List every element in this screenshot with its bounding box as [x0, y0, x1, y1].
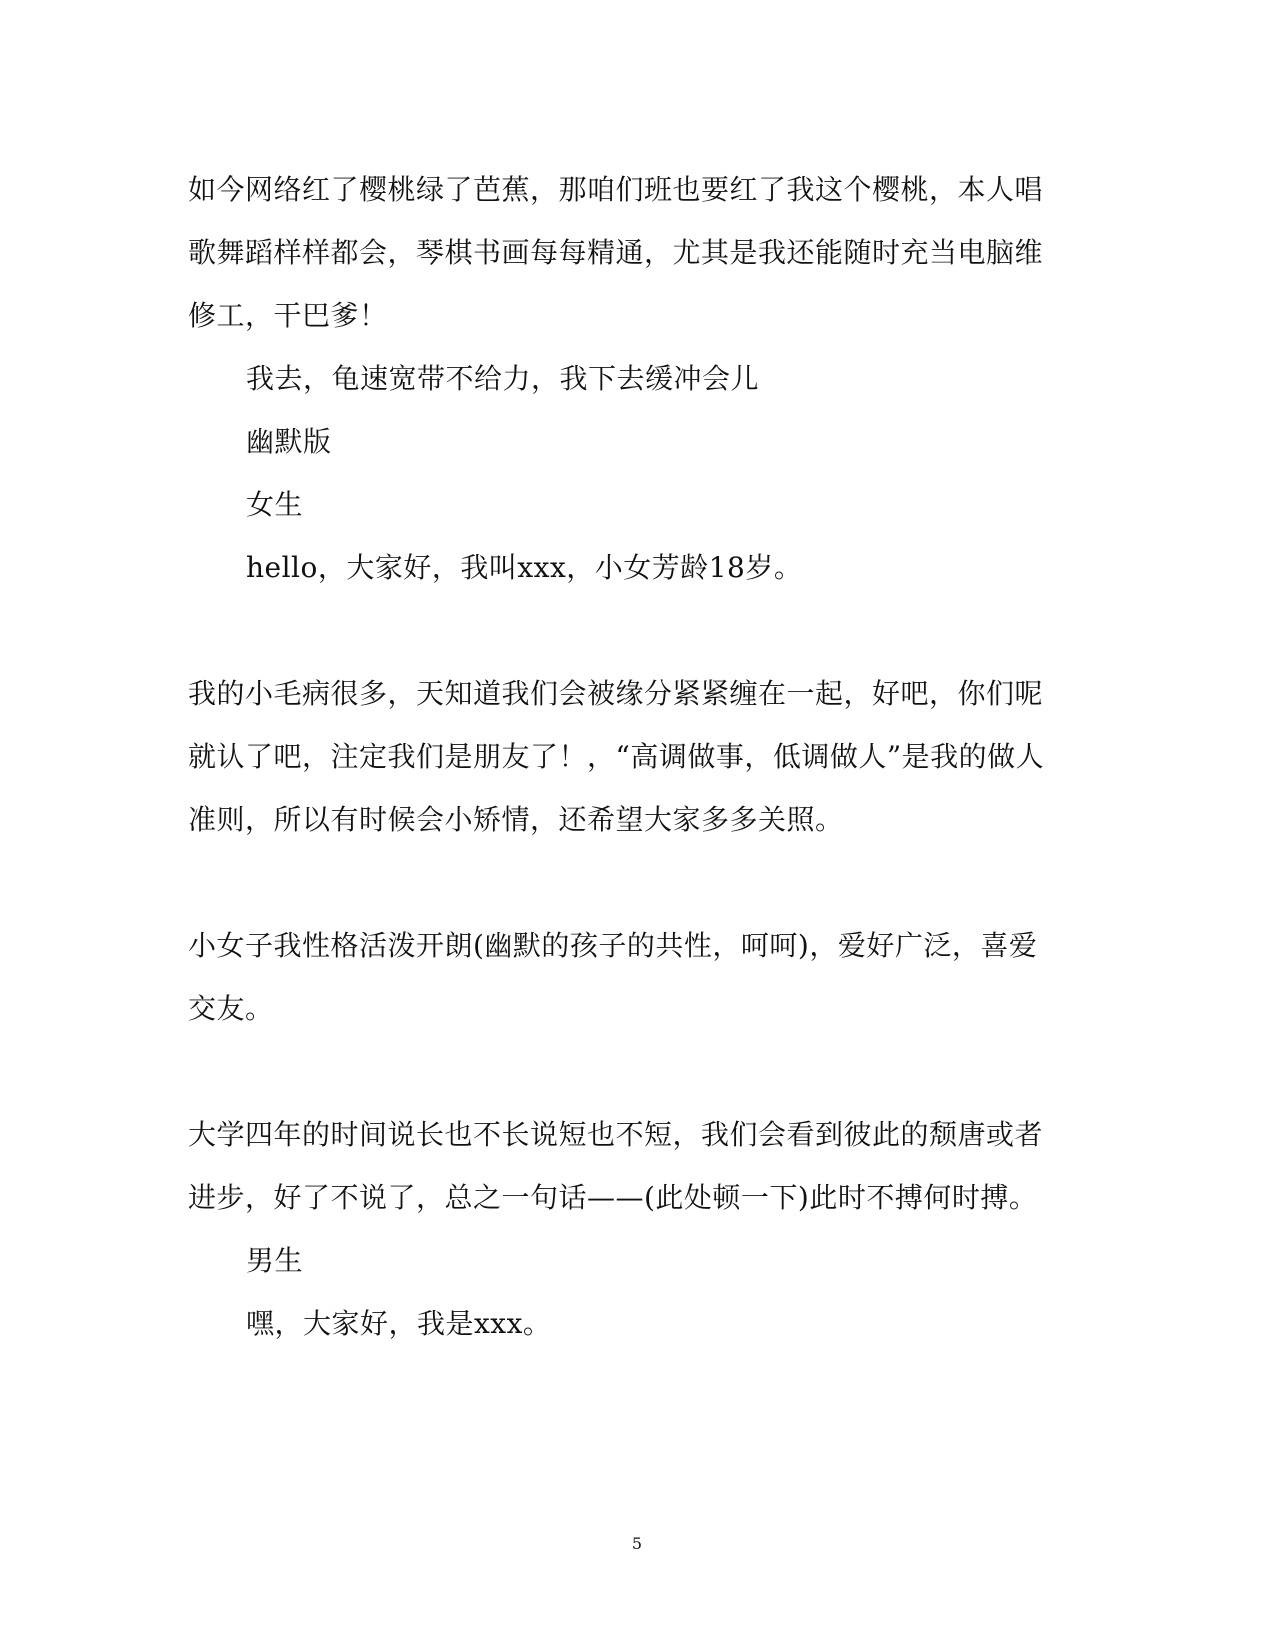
paragraph-line: 交友。 — [188, 992, 274, 1025]
paragraph-line: 小女子我性格活泼开朗(幽默的孩子的共性，呵呵)，爱好广泛，喜爱 — [188, 929, 1038, 962]
paragraph-line: 进步，好了不说了，总之一句话——(此处顿一下)此时不搏何时搏。 — [188, 1181, 1038, 1214]
paragraph-line: 我去，龟速宽带不给力，我下去缓冲会儿 — [246, 362, 760, 395]
paragraph-line: 准则，所以有时候会小矫情，还希望大家多多关照。 — [188, 803, 844, 836]
paragraph-line: 大学四年的时间说长也不长说短也不短，我们会看到彼此的颓唐或者 — [188, 1118, 1044, 1151]
paragraph-line: 歌舞蹈样样都会，琴棋书画每每精通，尤其是我还能随时充当电脑维 — [188, 236, 1044, 269]
paragraph-line: 我的小毛病很多，天知道我们会被缘分紧紧缠在一起，好吧，你们呢 — [188, 677, 1044, 710]
paragraph-line: 就认了吧，注定我们是朋友了！，“高调做事，低调做人”是我的做人 — [188, 740, 1045, 773]
paragraph-line: 修工，干巴爹！ — [188, 299, 388, 332]
page-number: 5 — [631, 1534, 643, 1553]
section-heading: 男生 — [246, 1244, 304, 1277]
paragraph-line: 如今网络红了樱桃绿了芭蕉，那咱们班也要红了我这个樱桃，本人唱 — [188, 173, 1044, 206]
paragraph-line: 嘿，大家好，我是xxx。 — [246, 1307, 552, 1340]
paragraph-line: hello，大家好，我叫xxx，小女芳龄18岁。 — [246, 551, 803, 584]
section-heading: 幽默版 — [246, 425, 332, 458]
section-heading: 女生 — [246, 488, 304, 521]
